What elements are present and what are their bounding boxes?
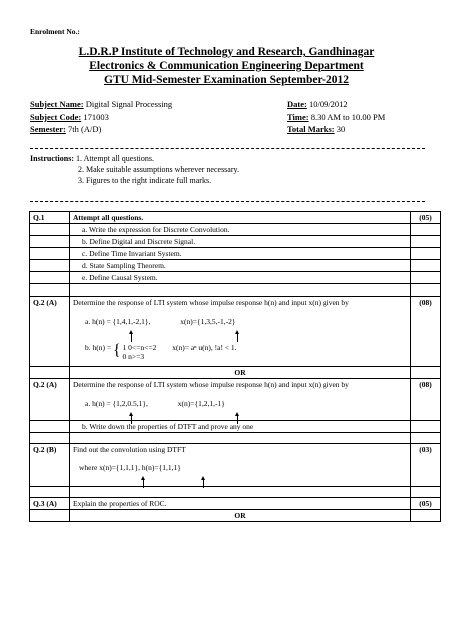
- exam-title: GTU Mid-Semester Examination September-2012: [104, 74, 349, 86]
- question-text: Determine the response of LTI system whose impulse response h(n) and input x(n) given by: [73, 298, 349, 307]
- sub-question: d. State Sampling Theorem.: [70, 260, 411, 272]
- q3a-row: [30, 498, 441, 510]
- or-separator: OR: [70, 367, 411, 379]
- total-marks-label: Total Marks:: [287, 124, 335, 134]
- question-table: [29, 211, 441, 522]
- semester-label: Semester:: [30, 124, 66, 134]
- time-value: 8.30 AM to 10.00 PM: [310, 112, 386, 122]
- semester-value: 7th (A/D): [68, 124, 102, 134]
- sub-question: a. Write the expression for Discrete Convolution.: [70, 224, 411, 236]
- time: [287, 112, 385, 123]
- question-marks: (08): [411, 379, 441, 421]
- brace-icon: {: [112, 342, 121, 359]
- date-label: Date:: [287, 99, 307, 109]
- instruction-item: 3. Figures to the right indicate full marks.: [78, 176, 212, 185]
- q1-row: [30, 212, 441, 224]
- question-number: Q.2 (B): [30, 444, 70, 487]
- question-number: Q.2 (A): [30, 297, 70, 367]
- input-signal: x(n)= aⁿ u(n), !a! < 1.: [172, 343, 237, 352]
- piecewise-case: 1 0<=n<=2: [122, 343, 157, 352]
- semester: [30, 124, 101, 135]
- divider: [30, 148, 425, 149]
- sub-question: b. Write down the properties of DTFT and prove any one: [70, 421, 411, 433]
- date: [287, 99, 348, 110]
- enrolment-label: Enrolment No.:: [30, 27, 80, 36]
- input-signal: x(n)={1,3,5,-1,-2}: [180, 317, 236, 326]
- q2a-alt-row: [30, 379, 441, 421]
- date-value: 10/09/2012: [308, 99, 348, 109]
- total-marks-value: 30: [336, 124, 346, 134]
- subject-name-value: Digital Signal Processing: [85, 99, 173, 109]
- sub-question: e. Define Causal System.: [70, 272, 411, 284]
- question-text: Determine the response of LTI system whose impulse response h(n) and input x(n) given by: [73, 380, 349, 389]
- institute-title: L.D.R.P Institute of Technology and Research, Gandhinagar: [78, 46, 375, 58]
- question-text: Explain the properties of ROC.: [70, 498, 411, 510]
- subject-code-label: Subject Code:: [30, 112, 82, 122]
- question-marks: (05): [411, 498, 441, 510]
- question-number: Q.1: [30, 212, 70, 224]
- instructions-label: Instructions:: [30, 154, 75, 163]
- q2a-row: [30, 297, 441, 367]
- or-separator: OR: [70, 510, 411, 522]
- input-signal: x(n)={1,2,1,-1}: [177, 399, 225, 408]
- impulse-response: a. h(n) = {1,2,0.5,1},: [85, 399, 148, 408]
- impulse-response: a. h(n) = {1,4,1,-2,1},: [85, 317, 151, 326]
- impulse-response: b. h(n) =: [85, 343, 112, 352]
- subject-name-label: Subject Name:: [30, 99, 84, 109]
- instruction-item: 1. Attempt all questions.: [76, 154, 155, 163]
- convolution-signals: where x(n)={1,1,1}, h(n)={1,1,1}: [79, 463, 181, 472]
- question-marks: (05): [411, 212, 441, 224]
- question-number: Q.3 (A): [30, 498, 70, 510]
- question-number: Q.2 (A): [30, 379, 70, 421]
- question-marks: (08): [411, 297, 441, 367]
- question-marks: (03): [411, 444, 441, 487]
- instruction-item: 2. Make suitable assumptions wherever necessary.: [78, 165, 239, 174]
- department-title: Electronics & Communication Engineering Department: [89, 60, 364, 72]
- piecewise-case: 0 n>=3: [122, 352, 145, 361]
- subject-code: [30, 112, 109, 123]
- sub-question: b. Define Digital and Discrete Signal.: [70, 236, 411, 248]
- divider: [30, 201, 425, 202]
- question-text: Attempt all questions.: [70, 212, 411, 224]
- subject-code-value: 171003: [83, 112, 109, 122]
- time-label: Time:: [287, 112, 309, 122]
- question-text: Find out the convolution using DTFT: [73, 445, 186, 454]
- total-marks: [287, 124, 345, 135]
- q2b-row: [30, 444, 441, 487]
- sub-question: c. Define Time Invariant System.: [70, 248, 411, 260]
- subject-name: [30, 99, 172, 110]
- instructions: [30, 153, 239, 186]
